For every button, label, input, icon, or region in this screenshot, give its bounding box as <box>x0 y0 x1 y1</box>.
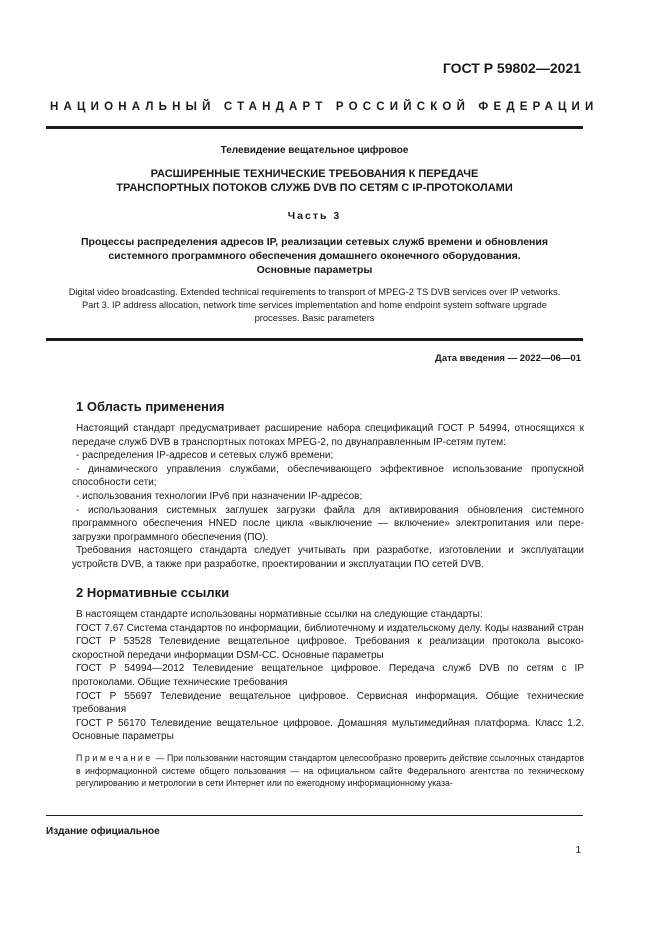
english-title-line-1: Digital video broadcasting. Extended technical requirements to transport of MPEG-2 TS DVB services over IP vetworks. <box>68 287 561 297</box>
part-subtitle <box>46 235 583 277</box>
reference-item: ГОСТ Р 56170 Телевидение вещательное цифровое. Домашняя мультимедийная платформа. Класс 1.2. Основные параметры <box>72 717 584 743</box>
paragraph: В настоящем стандарте использованы нормативные ссылки на следующие стандарты: <box>76 609 483 620</box>
subtitle-line-1: Процессы распределения адресов IP, реализации сетевых служб времени и обновления <box>81 236 548 248</box>
section-1-heading: 1 Область применения <box>76 399 225 414</box>
document-number: ГОСТ Р 59802—2021 <box>442 60 581 76</box>
footer-rule <box>46 815 583 816</box>
section-2-body <box>72 608 584 744</box>
page-number: 1 <box>575 845 581 856</box>
top-rule <box>46 126 583 129</box>
section-2-heading: 2 Нормативные ссылки <box>76 585 230 600</box>
subtitle-line-2: системного программного обеспечения домашнего оконечного оборудования. <box>108 250 521 262</box>
english-title-line-3: processes. Basic parameters <box>254 313 375 323</box>
main-title <box>46 167 583 195</box>
paragraph: Требования настоящего стандарта следует учитывать при разработке, изготовлении и эксплуатации устройств DVB, а также при разработке, проектировании и эксплуатации ПО сетей DVB. <box>72 545 584 570</box>
reference-item: ГОСТ Р 55697 Телевидение вещательное цифровое. Сервисная информация. Общие технические требования <box>72 690 584 716</box>
part-label: Часть 3 <box>287 210 342 222</box>
list-item: - использования технологии IPv6 при назначении IP-адресов; <box>76 490 363 502</box>
english-title-line-2: Part 3. IP address allocation, network time services implementation and home endpoint system software upgrade <box>82 300 547 310</box>
paragraph: Настоящий стандарт предусматривает расширение набора спецификаций ГОСТ Р 54994, относящихся к передаче служб DVB в транспортных потоках MPEG-2, по двунаправленным IP-сетям путем: <box>72 423 584 448</box>
list-item: - динамического управления службами, обеспечивающего эффективное использование пропускной способности сети; <box>72 463 584 489</box>
reference-item: ГОСТ Р 53528 Телевидение вещательное цифровое. Требования к реализации протокола высокоскоростной передачи информации DSM-CC. Основные параметры <box>72 636 584 661</box>
official-edition-label: Издание официальное <box>46 826 160 837</box>
subtitle-line-3: Основные параметры <box>256 264 373 276</box>
section-1-body <box>72 422 584 572</box>
note-text: — При пользовании настоящим стандартом целесообразно проверить действие ссылочных стандартов в информационной системе общего пользования — на официальном сайте Федерального агентства по техническому регулированию и метрологии в сети Интернет или по ежегодному информационному указа- <box>76 753 584 789</box>
main-title-line-2: ТРАНСПОРТНЫХ ПОТОКОВ СЛУЖБ DVB ПО СЕТЯМ С IP-ПРОТОКОЛАМИ <box>116 182 513 194</box>
reference-item: ГОСТ Р 54994—2012 Телевидение вещательное цифровое. Передача служб DVB по сетям с IP протоколами. Общие технические требования <box>72 663 584 688</box>
main-title-line-1: РАСШИРЕННЫЕ ТЕХНИЧЕСКИЕ ТРЕБОВАНИЯ К ПЕРЕДАЧЕ <box>150 168 479 180</box>
introduction-date: Дата введения — 2022—06—01 <box>435 353 581 364</box>
title-rule <box>46 338 583 341</box>
series-title: Телевидение вещательное цифровое <box>220 145 409 156</box>
note-label: Примечание <box>76 753 153 763</box>
national-standard-banner: НАЦИОНАЛЬНЫЙ СТАНДАРТ РОССИЙСКОЙ ФЕДЕРАЦИИ <box>50 101 599 113</box>
english-title <box>46 286 583 325</box>
list-item: - использования системных заглушек загрузки файла для активирования обновления системного программного обеспечения HNED после цикла «выключение — включение» электропитания или перезагрузки программного обеспечения (ПО). <box>72 504 584 543</box>
note <box>76 752 584 790</box>
reference-item: ГОСТ 7.67 Система стандартов по информации, библиотечному и издательскому делу. Коды названий стран <box>76 622 584 634</box>
list-item: - распределения IP-адресов и сетевых служб времени; <box>76 450 334 462</box>
